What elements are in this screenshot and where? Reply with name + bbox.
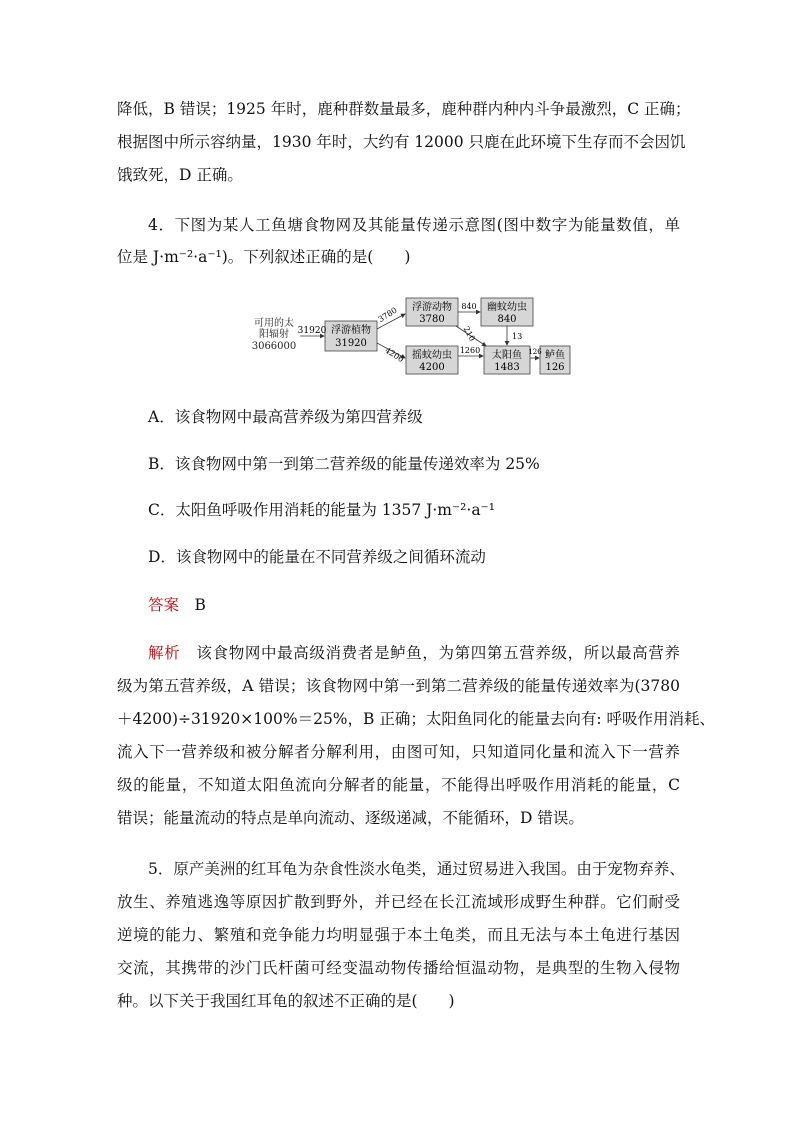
- svg-text:3780: 3780: [419, 314, 445, 325]
- q4-option-b: B．该食物网中第一到第二营养级的能量传递效率为 25%: [148, 455, 540, 473]
- edge-larva2-sunfish: 1260: [459, 346, 481, 355]
- svg-text:4200: 4200: [419, 362, 445, 373]
- node-chaoborus-larva: [481, 298, 533, 326]
- q4-analysis-line-5: 级的能量，不知道太阳鱼流向分解者的能量，不能得出呼吸作用消耗的能量，C: [117, 776, 680, 794]
- analysis-label: 解析: [148, 644, 181, 662]
- q5-stem-line-4: 交流，其携带的沙门氏杆菌可经变温动物传播给恒温动物，是典型的生物入侵物: [117, 959, 680, 977]
- q5-stem-line-3: 逆境的能力、繁殖和竞争能力均明显强于本土龟类，而且无法与本土龟进行基因: [117, 926, 680, 944]
- edge-sunfish-perch: 126: [528, 348, 542, 356]
- svg-text:1483: 1483: [494, 362, 520, 373]
- svg-text:126: 126: [545, 362, 565, 373]
- edge-phyto-zoo: 3780: [376, 305, 399, 325]
- food-web-diagram: [250, 292, 580, 378]
- sun-label-3: 3066000: [251, 341, 297, 352]
- node-zooplankton: [406, 298, 458, 326]
- prev-analysis-line-3: 饿致死，D 正确。: [117, 166, 243, 184]
- q4-option-c: C．太阳鱼呼吸作用消耗的能量为 1357 J·m⁻²·a⁻¹: [148, 501, 495, 519]
- q4-option-d: D．该食物网中的能量在不同营养级之间循环流动: [148, 548, 486, 566]
- sun-label-2: 阳辐射: [259, 329, 289, 340]
- q4-stem-line-2: 位是 J·m⁻²·a⁻¹)。下列叙述正确的是( ): [117, 248, 411, 266]
- q4-analysis-line-6: 错误；能量流动的特点是单向流动、逐级递减，不能循环，D 错误。: [117, 809, 584, 827]
- svg-text:摇蚊幼虫: 摇蚊幼虫: [412, 350, 452, 361]
- edge-zoo-sunfish: 210: [461, 324, 477, 343]
- prev-analysis-line-2: 根据图中所示容纳量，1930 年时，大约有 12000 只鹿在此环境下生存而不会因饥: [117, 133, 686, 151]
- svg-text:31920: 31920: [335, 338, 367, 349]
- svg-text:鲈鱼: 鲈鱼: [545, 350, 565, 361]
- q4-analysis-line-4: 流入下一营养级和被分解者分解利用，由图可知，只知道同化量和流入下一营养: [117, 743, 680, 761]
- node-perch: [540, 346, 570, 374]
- sun-label-1: 可用的太: [254, 318, 294, 329]
- q4-option-a: A．该食物网中最高营养级为第四营养级: [148, 408, 423, 426]
- q4-analysis-line-1: [148, 641, 680, 665]
- edge-phyto-larva2: 4200: [383, 345, 406, 365]
- svg-text:幽蚊幼虫: 幽蚊幼虫: [487, 302, 527, 313]
- edge-sun-phyto: 31920: [297, 326, 327, 336]
- answer-label: 答案: [148, 596, 180, 614]
- edge-zoo-larva1: 840: [461, 302, 477, 311]
- q4-answer: [148, 593, 680, 617]
- answer-value: B: [194, 596, 206, 614]
- q4-stem-line-1: 4．下图为某人工鱼塘食物网及其能量传递示意图(图中数字为能量数值，单: [148, 216, 680, 234]
- svg-text:浮游植物: 浮游植物: [331, 325, 371, 336]
- svg-text:太阳鱼: 太阳鱼: [492, 350, 522, 361]
- node-sunfish: [484, 346, 530, 374]
- q5-stem-line-1: 5．原产美洲的红耳龟为杂食性淡水龟类，通过贸易进入我国。由于宠物弃养、: [148, 860, 685, 878]
- prev-analysis-line-1: 降低，B 错误；1925 年时，鹿种群数量最多，鹿种群内种内斗争最激烈，C 正确；: [117, 100, 691, 118]
- node-chironomid-larva: [406, 346, 458, 374]
- q4-analysis-line-2: 级为第五营养级，A 错误；该食物网中第一到第二营养级的能量传递效率为(3780: [117, 677, 680, 695]
- node-phytoplankton: [325, 321, 377, 351]
- q5-stem-line-5: 种。以下关于我国红耳龟的叙述不正确的是( ): [117, 992, 455, 1010]
- svg-text:840: 840: [497, 314, 517, 325]
- analysis-text-1: 该食物网中最高级消费者是鲈鱼，为第四第五营养级，所以最高营养: [196, 644, 680, 662]
- svg-text:浮游动物: 浮游动物: [412, 302, 452, 313]
- q5-stem-line-2: 放生、养殖逃逸等原因扩散到野外，并已经在长江流域形成野生种群。它们耐受: [117, 893, 680, 911]
- edge-larva1-sunfish: 13: [512, 332, 523, 341]
- q4-analysis-line-3: ＋4200)÷31920×100%＝25%，B 正确；太阳鱼同化的能量去向有: 呼吸作用消耗、: [117, 710, 716, 728]
